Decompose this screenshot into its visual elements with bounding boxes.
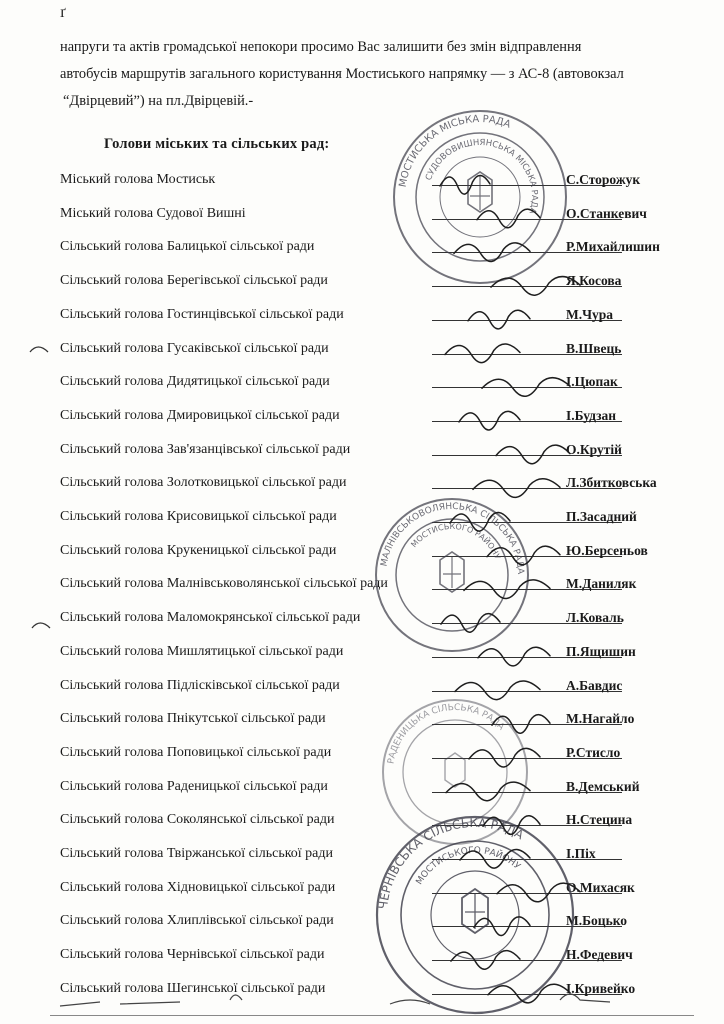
signatory-title: Сільський голова Золотковицької сільської ради bbox=[60, 475, 347, 491]
signatory-title: Сільський голова Крисовицької сільської ради bbox=[60, 509, 337, 524]
signatory-name: Ю.Берсеньов bbox=[566, 542, 648, 558]
signature-scribble bbox=[478, 647, 550, 666]
signatory-name: П.Засадний bbox=[566, 509, 637, 524]
margin-mark-1 bbox=[30, 347, 48, 352]
signatory-name: В.Швець bbox=[566, 340, 622, 356]
signature-scribble bbox=[496, 445, 570, 464]
signatory-name: Р.Михайлишин bbox=[566, 239, 660, 255]
seal-malnivskovolyanska-outer: МАЛНІВСЬКОВОЛЯНСЬКА СІЛЬСЬКА РАДА bbox=[379, 501, 526, 575]
signatory-title: Міський голова Мостиськ bbox=[60, 172, 216, 187]
signatory-title: Сільський голова Чернівської сільської ради bbox=[60, 947, 325, 963]
signatory-name: В.Демський bbox=[566, 778, 640, 794]
signatory-title: Сільський голова Твіржанської сільської ради bbox=[60, 846, 334, 861]
signature-scribble bbox=[473, 479, 560, 498]
signatory-name: І.Кривейко bbox=[566, 980, 636, 996]
signatory-title: Сільський голова Гусаківської сільської ради bbox=[60, 340, 329, 356]
signatory-title: Сільський голова Шегинської сільської ради bbox=[60, 980, 326, 996]
signatory-title: Сільський голова Балицької сільської ради bbox=[60, 239, 315, 255]
signatory-title: Сільський голова Маломокрянської сільської ради bbox=[60, 610, 361, 626]
signatory-title: Міський голова Судової Вишні bbox=[60, 205, 246, 221]
signatory-name: Я.Косова bbox=[566, 273, 622, 289]
seal-malnivskovolyanska bbox=[376, 499, 528, 651]
signatory-name: О.Михасяк bbox=[566, 879, 635, 895]
signatory-title: Сільський голова Берегівської сільської ради bbox=[60, 273, 328, 289]
signatory-title: Сільський голова Зав'язанцівської сільської ради bbox=[60, 441, 351, 457]
signature-scribble bbox=[474, 917, 530, 936]
intro-line-2: автобусів маршрутів загального користування Мостиського напрямку — з АС-8 (автовокзал bbox=[60, 66, 624, 82]
signatory-name: І.Будзан bbox=[566, 407, 617, 423]
signatory-title: Сільський голова Соколянської сільської ради bbox=[60, 812, 335, 828]
signatory-name: С.Сторожук bbox=[566, 172, 641, 187]
signatory-title: Сільський голова Малнівськоволянської сільської ради bbox=[60, 576, 388, 592]
seal-radenytska-outer: РАДЕНИЦЬКА СІЛЬСЬКА РАДА bbox=[386, 702, 506, 765]
signature-scribble bbox=[440, 175, 490, 194]
signatories-heading: Голови міських та сільських рад: bbox=[104, 136, 330, 152]
signatory-name: М.Чура bbox=[566, 306, 614, 322]
signature-scribble bbox=[488, 984, 570, 1003]
signatory-title: Сільський голова Мишлятицької сільської ради bbox=[60, 643, 344, 659]
seal-malnivskovolyanska-inner: МОСТИСЬКОГО РАЙОНУ bbox=[409, 521, 502, 561]
signatory-name: Р.Стисло bbox=[566, 744, 621, 760]
signatory-title: Сільський голова Хлиплівської сільської ради bbox=[60, 913, 334, 929]
signatory-name: І.Піх bbox=[566, 846, 596, 861]
signatory-name: М.Нагайло bbox=[566, 711, 635, 727]
signatory-name: М.Боцько bbox=[566, 913, 628, 929]
signature-scribble bbox=[455, 681, 540, 700]
signatory-name: М.Даниляк bbox=[566, 576, 637, 592]
handwritten-signatures bbox=[440, 175, 580, 1002]
signature-scribble bbox=[468, 310, 530, 329]
signatory-title: Сільський голова Раденицької сільської ради bbox=[60, 778, 328, 794]
signatory-name: О.Станкевич bbox=[566, 205, 647, 221]
signature-scribble bbox=[482, 378, 570, 397]
signatory-name: А.Бавдис bbox=[566, 677, 623, 693]
seal-radenytska-text bbox=[387, 703, 507, 765]
seal-mostyska-inner: СУДОВОВИШНЯНСЬКА МІСЬКА РАДА bbox=[423, 137, 540, 215]
corner-mark: ґ bbox=[60, 4, 66, 21]
signatory-name: Н.Стецина bbox=[566, 812, 633, 828]
signatory-title: Сільський голова Гостинцівської сільської ради bbox=[60, 306, 344, 322]
signatory-name: О.Крутій bbox=[566, 441, 622, 457]
signatory-title: Сільський голова Крукеницької сільської ради bbox=[60, 542, 337, 558]
seal-chernivska-inner: МОСТИСЬКОГО РАЙОНУ bbox=[414, 845, 522, 887]
signatory-name: Н.Федевич bbox=[566, 947, 633, 963]
signatory-name: І.Цюпак bbox=[566, 374, 618, 390]
signatory-title: Сільський голова Хідновицької сільської ради bbox=[60, 879, 336, 895]
margin-mark-2 bbox=[32, 623, 50, 628]
seal-chernivska-outer: ЧЕРНІВСЬКА СІЛЬСЬКА РАДА bbox=[376, 815, 527, 910]
signatory-title: Сільський голова Дидятицької сільської ради bbox=[60, 374, 330, 390]
intro-line-1: напруги та актів громадської непокори просимо Вас залишити без змін відправлення bbox=[60, 39, 582, 55]
signatory-title: Сільський голова Поповицької сільської ради bbox=[60, 744, 332, 760]
signature-scribble bbox=[441, 614, 500, 633]
signatory-name: Л.Збитковська bbox=[566, 475, 657, 491]
signature-scribble bbox=[451, 951, 520, 970]
signatory-name: П.Ящишин bbox=[566, 643, 636, 659]
bottom-rule bbox=[50, 1015, 694, 1016]
signatory-title: Сільський голова Підлісківської сільської ради bbox=[60, 677, 340, 693]
intro-line-3: “Двірцевий”) на пл.Двірцевій.- bbox=[63, 93, 254, 109]
signatory-title: Сільський голова Дмировицької сільської ради bbox=[60, 407, 340, 423]
seal-mostyska-outer: МОСТИСЬКА МІСЬКА РАДА bbox=[397, 113, 513, 189]
bottom-scribbles bbox=[60, 994, 610, 1006]
signatory-name: Л.Коваль bbox=[566, 610, 624, 626]
seal-mostyska bbox=[394, 111, 566, 283]
signature-scribble bbox=[445, 344, 520, 363]
signatory-title: Сільський голова Пнікутської сільської ради bbox=[60, 711, 326, 727]
signature-scribble bbox=[459, 411, 520, 430]
